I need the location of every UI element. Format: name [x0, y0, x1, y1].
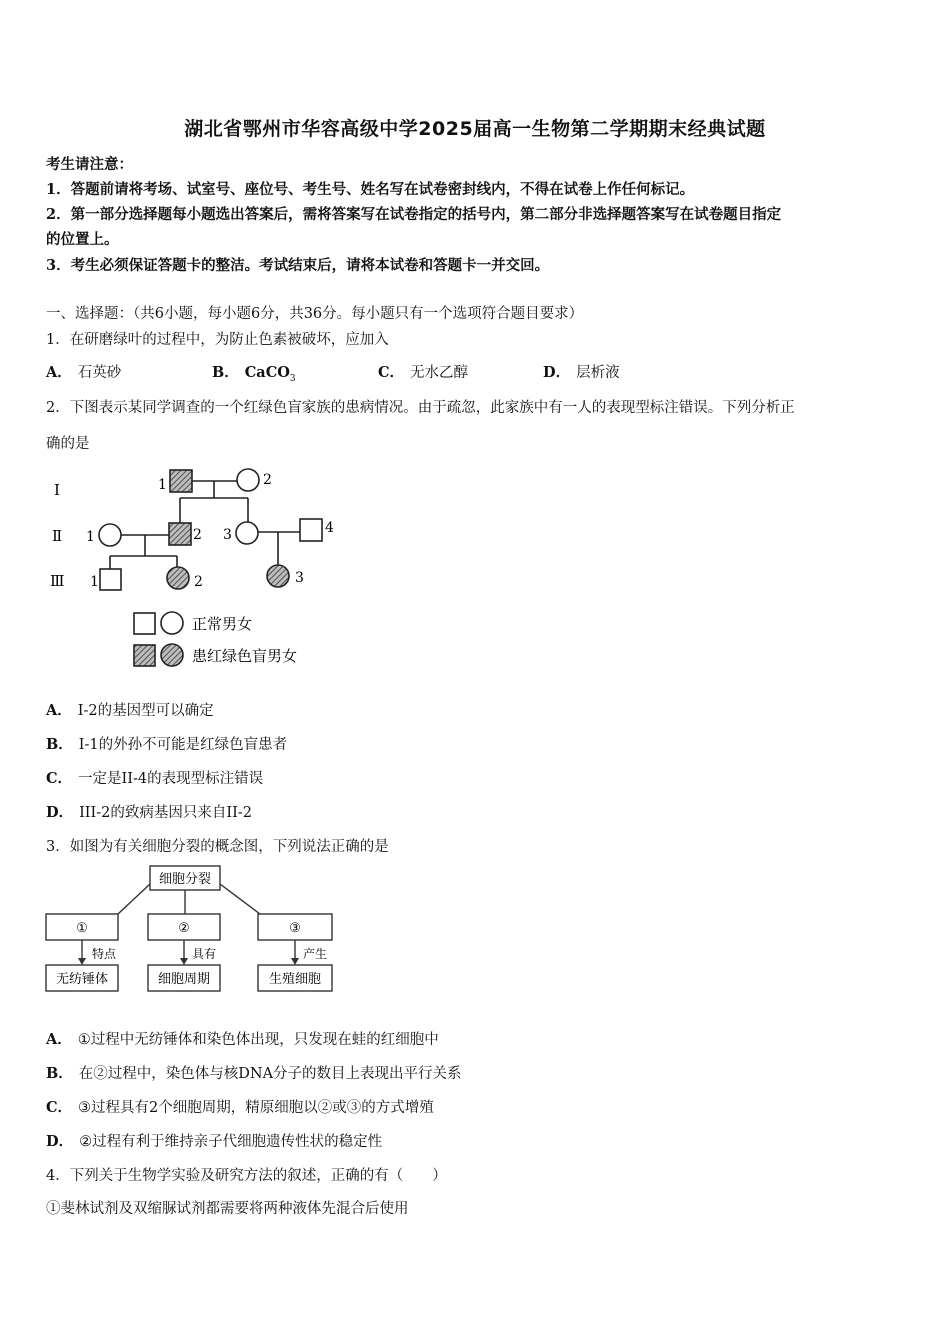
q2-option-d [46, 801, 252, 822]
q2-option-b-text: I-1的外孙不可能是红绿色盲患者 [78, 737, 288, 753]
gen1-num-2: 2 [263, 472, 272, 488]
branch-line-3 [220, 884, 260, 914]
result-3-label: 生殖细胞 [268, 972, 322, 987]
q2-option-b-label: B． [46, 736, 73, 753]
q1-option-c-label: C． [378, 364, 405, 381]
gen3-num-1: 1 [90, 574, 99, 590]
q1-option-c-text: 无水乙醇 [410, 365, 469, 381]
gen3-female-3-affected [267, 565, 289, 587]
legend-affected-label: 患红绿色盲男女 [192, 647, 298, 665]
gen1-female-2-normal [237, 469, 259, 491]
box-2-label: ② [178, 921, 190, 936]
edge-label-1: 特点 [92, 947, 117, 961]
q3-option-b-label: B． [46, 1065, 73, 1082]
q1-option-c [378, 361, 468, 382]
legend-affected-male [134, 645, 155, 666]
q1-option-b-subscript: 3 [289, 373, 296, 384]
q3-option-a-text: ①过程中无纺锤体和染色体出现，只发现在蛙的红细胞中 [77, 1032, 439, 1048]
result-1-label: 无纺锤体 [55, 972, 109, 987]
gen2-male-4-normal [300, 519, 322, 541]
q2-stem-line2: 确的是 [46, 436, 90, 452]
notice-item-3: 3．考生必须保证答题卡的整洁。考试结束后，请将本试卷和答题卡一并交回。 [46, 257, 550, 274]
q2-stem-line1: 2．下图表示某同学调查的一个红绿色盲家族的患病情况。由于疏忽，此家族中有一人的表现型标注错误。下列分析正 [46, 400, 795, 416]
q3-option-b-text: 在②过程中，染色体与核DNA分子的数目上表现出平行关系 [78, 1066, 462, 1082]
gen2-female-3-normal [236, 522, 258, 544]
q3-option-d-text: ②过程有利于维持亲子代细胞遗传性状的稳定性 [79, 1134, 383, 1150]
notice-item-2-cont: 的位置上。 [46, 231, 119, 248]
legend-affected-female [161, 644, 183, 666]
gen2-num-3: 3 [223, 527, 232, 543]
q1-option-b-label: B． [212, 364, 239, 381]
q2-option-a-text: I-2的基因型可以确定 [77, 703, 214, 719]
gen-label-3: Ⅲ [50, 572, 65, 590]
gen1-num-1: 1 [158, 477, 167, 493]
box-3-label: ③ [289, 921, 301, 936]
edge-label-2: 具有 [192, 947, 217, 961]
legend-normal-label: 正常男女 [192, 615, 253, 633]
gen2-num-1: 1 [86, 529, 95, 545]
notice-item-1: 1．答题前请将考场、试室号、座位号、考生号、姓名写在试卷密封线内，不得在试卷上作任何标记。 [46, 181, 695, 198]
pedigree-chart [40, 458, 360, 673]
q1-option-b-text: CaCO [244, 364, 290, 381]
q3-option-d [46, 1130, 382, 1151]
edge-label-3: 产生 [303, 947, 328, 961]
q4-stem: 4．下列关于生物学实验及研究方法的叙述，正确的有（ ） [46, 1168, 447, 1184]
result-2-label: 细胞周期 [157, 972, 211, 987]
q2-option-c [46, 767, 263, 788]
notice-heading: 考生请注意： [46, 156, 133, 173]
q2-option-b [46, 733, 287, 754]
root-label: 细胞分裂 [158, 872, 212, 887]
gen-label-2: Ⅱ [52, 527, 63, 545]
q1-option-d [543, 361, 620, 382]
q3-option-a-label: A． [46, 1031, 72, 1048]
q2-option-d-text: III-2的致病基因只来自II-2 [79, 805, 252, 821]
gen3-male-1-normal [100, 569, 121, 590]
cell-division-concept-map [44, 862, 334, 997]
q1-option-a-label: A． [46, 364, 72, 381]
q1-option-a [46, 361, 121, 382]
q3-option-d-label: D． [46, 1133, 74, 1150]
gen3-num-2: 2 [194, 574, 203, 590]
q1-option-d-label: D． [543, 364, 571, 381]
exam-title: 湖北省鄂州市华容高级中学2025届高一生物第二学期期末经典试题 [184, 118, 766, 140]
q2-option-a-label: A． [46, 702, 72, 719]
gen3-num-3: 3 [295, 570, 304, 586]
section-heading: 一、选择题：（共6小题，每小题6分，共36分。每小题只有一个选项符合题目要求） [46, 306, 584, 322]
legend-normal-male [134, 613, 155, 634]
legend-normal-female [161, 612, 183, 634]
edge-arrow-2 [180, 958, 188, 965]
gen2-male-2-affected [169, 523, 191, 545]
q2-option-c-text: 一定是II-4的表现型标注错误 [78, 771, 264, 787]
q2-option-c-label: C． [46, 770, 73, 787]
gen-label-1: Ⅰ [54, 481, 60, 499]
q3-option-c [46, 1096, 434, 1117]
edge-arrow-3 [291, 958, 299, 965]
q4-item-1: ①斐林试剂及双缩脲试剂都需要将两种液体先混合后使用 [46, 1201, 409, 1217]
box-1-label: ① [76, 921, 88, 936]
q3-option-c-label: C． [46, 1099, 73, 1116]
q2-option-d-label: D． [46, 804, 74, 821]
q3-stem: 3．如图为有关细胞分裂的概念图，下列说法正确的是 [46, 839, 389, 855]
gen2-num-4: 4 [325, 520, 334, 536]
gen3-female-2-affected [167, 567, 189, 589]
q1-option-d-text: 层析液 [576, 365, 620, 381]
edge-arrow-1 [78, 958, 86, 965]
q1-stem: 1．在研磨绿叶的过程中，为防止色素被破坏，应加入 [46, 332, 389, 348]
q1-option-a-text: 石英砂 [77, 365, 122, 381]
gen2-female-1-normal [99, 524, 121, 546]
gen2-num-2: 2 [193, 527, 202, 543]
q2-option-a [46, 699, 214, 720]
notice-item-2: 2．第一部分选择题每小题选出答案后，需将答案写在试卷指定的括号内，第二部分非选择题答案写在试卷题目指定 [46, 206, 782, 223]
gen1-male-1-affected [170, 470, 192, 492]
q1-option-b [212, 361, 296, 384]
branch-line-1 [118, 884, 150, 914]
q3-option-c-text: ③过程具有2个细胞周期，精原细胞以②或③的方式增殖 [78, 1100, 434, 1116]
q3-option-a [46, 1028, 439, 1049]
q3-option-b [46, 1062, 462, 1083]
